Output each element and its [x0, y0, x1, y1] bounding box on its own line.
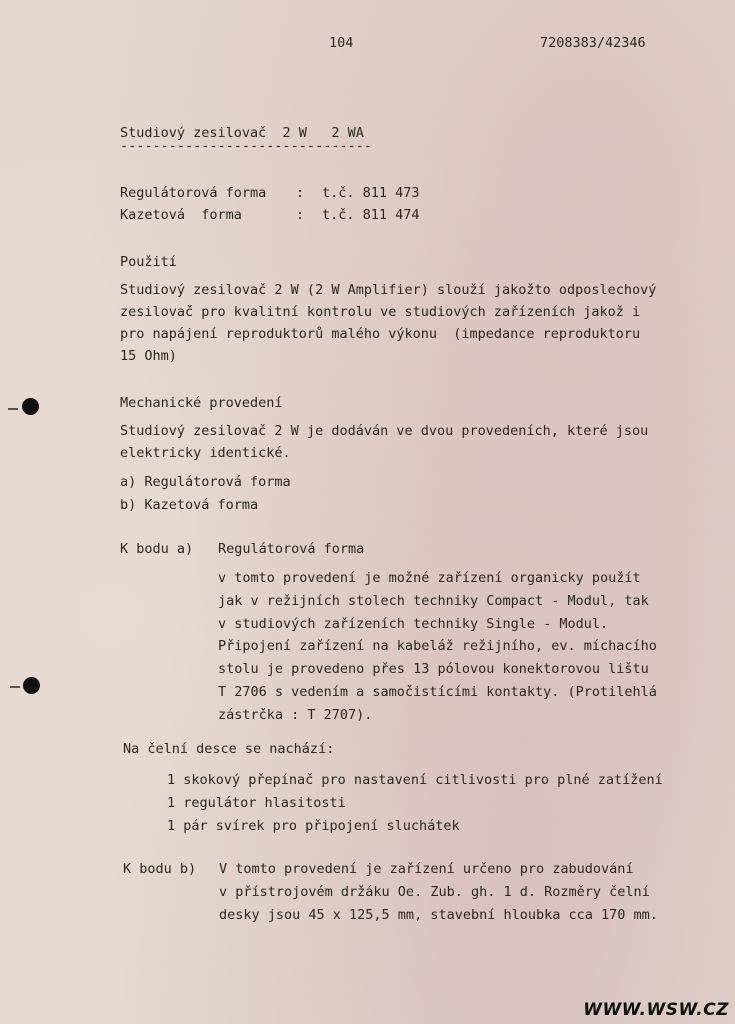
front-panel-heading: Na čelní desce se nachází: [123, 741, 335, 757]
document-title: Studiový zesilovač 2 W 2 WA [120, 125, 364, 141]
punch-hole-tail [10, 686, 20, 688]
form-name: Kazetová forma [120, 207, 242, 223]
paragraph-line: pro napájení reproduktorů malého výkonu (impedance reproduktoru [120, 326, 641, 342]
list-item: 1 skokový přepínač pro nastavení citlivosti pro plné zatížení [167, 772, 663, 788]
paragraph-line: V tomto provedení je zařízení určeno pro zabudování [219, 861, 634, 877]
form-name: Regulátorová forma [120, 185, 267, 201]
paragraph-line: zesilovač pro kvalitní kontrolu ve studiových zařízeních jakož i [120, 304, 641, 320]
punch-hole-icon [23, 677, 40, 694]
section-heading-use: Použití [120, 254, 177, 270]
section-heading-mechanical: Mechanické provedení [120, 395, 283, 411]
paragraph-line: 15 Ohm) [120, 348, 177, 364]
paragraph-line: Připojení zařízení na kabeláž režijního, ev. míchacího [218, 638, 657, 654]
variant-item: b) Kazetová forma [120, 497, 259, 513]
title-underline: ------------------------------- [120, 138, 372, 154]
variant-item: a) Regulátorová forma [120, 474, 291, 490]
list-item: 1 pár svírek pro připojení sluchátek [167, 818, 460, 834]
point-b-label: K bodu b) [123, 861, 197, 877]
paragraph-line: elektricky identické. [120, 445, 291, 461]
site-watermark: WWW.WSW.CZ [583, 1000, 729, 1020]
paragraph-line: desky jsou 45 x 125,5 mm, stavební hloubka cca 170 mm. [219, 907, 658, 923]
point-a-label: K bodu a) [120, 541, 194, 557]
paragraph-line: v studiových zařízeních techniky Single - Modul. [218, 616, 609, 632]
form-code: t.č. 811 474 [322, 207, 420, 223]
list-item: 1 regulátor hlasitosti [167, 795, 346, 811]
paragraph-line: Studiový zesilovač 2 W (2 W Amplifier) slouží jakožto odposlechový [120, 282, 657, 298]
punch-hole-tail [8, 408, 18, 410]
document-reference: 7208383/42346 [540, 35, 646, 51]
paragraph-line: v přístrojovém držáku Oe. Zub. gh. 1 d. Rozměry čelní [219, 884, 650, 900]
paragraph-line: v tomto provedení je možné zařízení organicky použít [218, 570, 641, 586]
punch-hole-icon [22, 398, 39, 415]
form-separator: : [296, 207, 305, 223]
point-a-heading: Regulátorová forma [218, 541, 365, 557]
paragraph-line: jak v režijních stolech techniky Compact - Modul, tak [218, 593, 649, 609]
form-code: t.č. 811 473 [322, 185, 420, 201]
paragraph-line: T 2706 s vedením a samočistícími kontakty. (Protilehlá [218, 684, 657, 700]
paragraph-line: Studiový zesilovač 2 W je dodáván ve dvou provedeních, které jsou [120, 423, 649, 439]
form-separator: : [296, 185, 305, 201]
paragraph-line: zástrčka : T 2707). [218, 707, 373, 723]
page-number: 104 [329, 35, 354, 51]
paragraph-line: stolu je provedeno přes 13 pólovou konektorovou lištu [218, 661, 649, 677]
